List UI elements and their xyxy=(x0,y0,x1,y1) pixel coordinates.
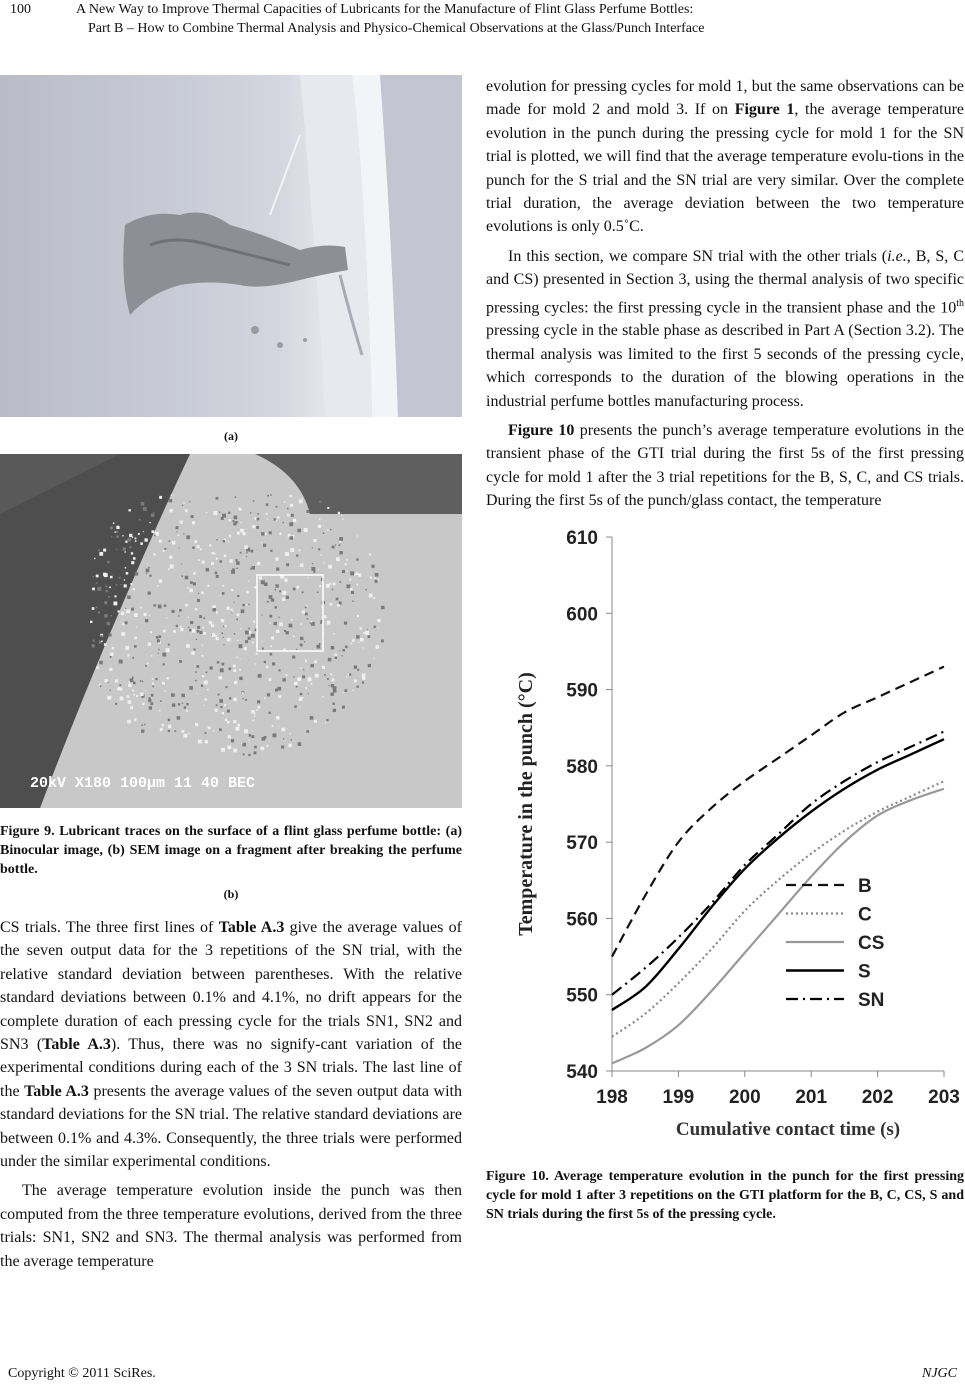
figure9-caption: Figure 9. Lubricant traces on the surface of a flint glass perfume bottle: (a) Binocular image, (b) SEM image on a fragment after breaking the perfume bottle. xyxy=(0,824,462,877)
y-tick-label: 610 xyxy=(566,527,598,549)
legend-label-c: C xyxy=(858,904,872,926)
x-tick-label: 201 xyxy=(795,1086,828,1108)
figure9b-sem-image xyxy=(0,454,462,808)
right-paragraph-2: In this section, we compare SN trial with the other trials (i.e., B, S, C and CS) presented in Section 3, using the thermal analysis of two specific pressing cycles: the first pressing cycle in the transient phase and the 10th pressing cycle in the stable phase as described in Part A (Section 3.2). The thermal analysis was limited to the first 5 seconds of the pressing cycle, which corresponds to the duration of the blowing operations in the industrial perfume bottles manufacturing process. xyxy=(486,247,964,410)
x-axis-label: Cumulative contact time (s) xyxy=(675,1118,901,1140)
series-line-c xyxy=(612,781,944,1037)
y-tick-label: 590 xyxy=(566,680,598,702)
legend-label-b: B xyxy=(858,875,872,897)
series-line-s xyxy=(612,739,944,1010)
journal-abbrev: NJGC xyxy=(922,1366,957,1381)
legend-label-cs: CS xyxy=(858,932,885,954)
y-tick-label: 550 xyxy=(566,985,598,1007)
y-tick-label: 600 xyxy=(566,603,598,625)
left-paragraph-1: CS trials. The three first lines of Table A.3 give the average values of the seven output data for the 3 repetitions of the SN trial, with the relative standard deviation between parentheses. With the relative standard deviations between 0.1% and 4.1%, no drift appears for the complete duration of each pressing cycle for the trials SN1, SN2 and SN3 (Table A.3). Thus, there was no signify-cant variation of the experimental conditions during each of the 3 SN trials. The last line of the Table A.3 presents the average values of the seven output data with standard deviations for the SN trial. The relative standard deviations are between 0.1% and 4.3%. Consequently, the three trials were performed under the similar experimental conditions. xyxy=(0,919,463,1171)
sem-annotation: 20kV X180 100µm 11 40 BEC xyxy=(30,775,256,792)
left-column xyxy=(0,75,462,1273)
left-paragraph-2: The average temperature evolution inside the punch was then computed from the three temperature evolutions, derived from the three trials: SN1, SN2 and SN3. The thermal analysis was performed from the average temperature xyxy=(0,1182,462,1270)
x-tick-label: 200 xyxy=(728,1086,761,1108)
x-tick-label: 202 xyxy=(861,1086,894,1108)
series-line-cs xyxy=(612,788,944,1063)
copyright-text: Copyright © 2011 SciRes. xyxy=(8,1366,156,1381)
running-title-line1: A New Way to Improve Thermal Capacities of Lubricants for the Manufacture of Flint Glass Perfume Bottles: xyxy=(76,2,694,17)
x-tick-label: 203 xyxy=(928,1086,960,1108)
x-tick-label: 198 xyxy=(596,1086,628,1108)
page-number: 100 xyxy=(10,2,31,17)
figure10-caption: Figure 10. Average temperature evolution in the punch for the first pressing cycle for mold 1 after 3 repetitions on the GTI platform for the B, C, CS, S and SN trials during the first 5s of the pressing cycle. xyxy=(486,1168,964,1222)
running-title-line2: Part B – How to Combine Thermal Analysis and Physico-Chemical Observations at the Glass/Punch Interface xyxy=(88,21,705,36)
figure9a-binocular-image xyxy=(0,75,462,417)
y-axis-label: Temperature in the punch (°C) xyxy=(515,671,537,936)
figure10-chart xyxy=(486,519,964,1159)
sem-photo-drawing xyxy=(0,454,462,808)
legend-label-sn: SN xyxy=(858,989,885,1011)
right-paragraph-3: Figure 10 presents the punch’s average temperature evolutions in the transient phase of the GTI trial during the first 5s of the first pressing cycle for mold 1 after the 3 trial repetitions for the B, S, C, and CS trials. During the first 5s of the punch/glass contact, the temperature xyxy=(486,422,965,510)
x-tick-label: 199 xyxy=(662,1086,695,1108)
y-tick-label: 570 xyxy=(566,832,598,854)
binocular-photo-drawing xyxy=(0,75,462,417)
right-column xyxy=(486,75,964,1232)
series-line-sn xyxy=(612,731,944,994)
y-tick-label: 580 xyxy=(566,756,598,778)
figure10-chart-svg xyxy=(486,519,964,1159)
legend-label-s: S xyxy=(858,961,871,983)
y-tick-label: 560 xyxy=(566,909,598,931)
figure9b-label: (b) xyxy=(223,887,239,901)
y-tick-label: 540 xyxy=(566,1061,598,1083)
right-paragraph-1: evolution for pressing cycles for mold 1, but the same observations can be made for mold 2 and mold 3. If on Figure 1, the average temperature evolution in the punch during the pressing cycle for mold 1 for the SN trial is plotted, we will find that the average temperature evolu-tions in the punch for the S trial and the SN trial are very similar. Over the complete trial duration, the average deviation between the two temperature evolutions is only 0.5˚C. xyxy=(486,78,965,236)
figure9a-label: (a) xyxy=(224,429,238,443)
